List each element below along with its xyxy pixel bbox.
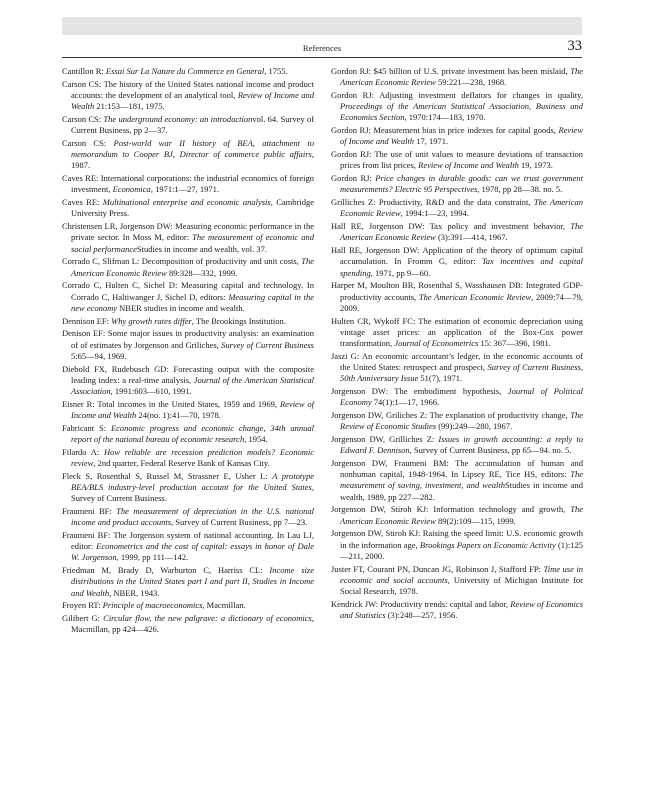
reference-text-segment: , 1954. (244, 434, 268, 445)
reference-text-segment: Gordon RJ: Measurement bias in price indexes for capital goods, (331, 125, 559, 136)
reference-entry (62, 256, 314, 278)
reference-text-segment: 15: 367—396, 1981. (478, 338, 551, 349)
reference-text-segment: (3):391—414, 1967. (435, 232, 508, 243)
reference-italic-segment: Survey of Current Business (221, 339, 314, 350)
reference-entry (62, 423, 314, 445)
reference-italic-segment: Proceedings of the American Statistical Association, Business and Economics Section (340, 101, 583, 123)
reference-italic-segment: Review of Income and Wealth (71, 398, 314, 421)
reference-text-segment: Jorgenson DW: The embodiment hypothesis, (331, 386, 508, 397)
reference-italic-segment: Principle of macroeconomics (102, 600, 203, 611)
reference-text-segment: 19, 1973. (518, 160, 553, 171)
reference-italic-segment: Journal of the American Statistical Association (71, 374, 314, 397)
reference-entry (62, 316, 314, 327)
reference-text-segment: Fraumeni BF: The Jorgenson system of national accounting. In Lau LJ, editor: (62, 530, 314, 552)
reference-text-segment: Froyen RT: (62, 600, 103, 611)
reference-text-segment: Fleck S, Rosenthal S, Russel M, Strassner E, Usher L: (62, 470, 273, 481)
reference-text-segment: , Macmillan, pp 424—426. (71, 613, 314, 635)
reference-italic-segment: Time use in economic and social accounts (340, 563, 583, 585)
reference-text-segment: Friedman M, Brady D, Warburton C, Harriss CL: (62, 565, 270, 576)
reference-text-segment: , 2009:74—79, 2009. (340, 291, 583, 313)
reference-italic-segment: Journal of Econometrics (394, 338, 479, 349)
reference-text-segment: Christensen LR, Jorgenson DW: Measuring economic performance in the private sector. In Moss M, editor: (62, 221, 314, 243)
reference-entry (331, 599, 583, 621)
reference-entry (331, 410, 583, 432)
reference-text-segment: , Survey of Current Business. (71, 482, 314, 504)
reference-entry (62, 66, 314, 77)
reference-text-segment: 21:153—181, 1975. (94, 101, 165, 112)
reference-text-segment: Kendrick JW: Productivity trends: capital and labor, (331, 598, 511, 609)
reference-italic-segment: Price changes in durable goods: can we trust government measurements? Electric 95 Perspectives (340, 173, 584, 195)
reference-italic-segment: The American Economic Review (340, 66, 583, 88)
reference-text-segment: Jaszi G: An economic accountant’s ledger, in the economic accounts of the United States: retrospect and prospect, (331, 350, 583, 373)
reference-entry (62, 197, 314, 219)
reference-italic-segment: Issues in growth accounting: a reply to Edward F. Dennison (340, 434, 583, 456)
reference-text-segment: , Cambridge University Press. (71, 197, 314, 219)
reference-text-segment: , 1987. (71, 149, 314, 171)
reference-entry (62, 447, 314, 469)
reference-text-segment: 17, 1971. (414, 136, 449, 147)
reference-text-segment: Gordon RJ: (331, 173, 376, 184)
reference-text-segment: Studies in income and wealth, 1989, pp 227—282. (340, 480, 584, 502)
reference-text-segment: (3):248—257, 1956. (385, 610, 458, 621)
reference-text-segment: Carson CS: (62, 114, 104, 124)
reference-text-segment: 5:65—94, 1969. (71, 350, 127, 361)
running-title: References (302, 43, 342, 53)
reference-text-segment: Hall RE, Jorgenson DW: Application of the theory of optimum capital accumulation. In Fromm G, editor: (331, 245, 583, 267)
reference-text-segment: , Survey of Current Business, pp 7—23. (171, 517, 308, 528)
reference-italic-segment: Survey of Current Business, 50th Anniversary Issue (340, 362, 583, 384)
running-head (62, 40, 582, 56)
reference-text-segment: , University of Michigan Institute for Social Research, 1978. (340, 574, 583, 597)
reference-text-segment: Gilibert G: (62, 613, 104, 624)
reference-entry (62, 221, 314, 255)
reference-entry (331, 125, 583, 147)
reference-text-segment: Juster FT, Courant PN, Duncan JG, Robinson J, Stafford FP: (331, 563, 544, 574)
reference-entry (331, 173, 583, 195)
reference-entry (331, 90, 583, 124)
reference-text-segment: , 1999, pp 111—142. (116, 552, 189, 563)
reference-italic-segment: Why growth rates differ (111, 315, 192, 326)
reference-entry (331, 564, 583, 598)
reference-italic-segment: Review of Income and Wealth (418, 160, 519, 171)
reference-entry (331, 504, 583, 526)
reference-entry (62, 280, 314, 314)
reference-text-segment: 89:328—332, 1999. (166, 267, 238, 278)
reference-text-segment: Corrado C, Hulten C, Sichel D: Measuring capital and technology. In Corrado C, Haltiwanger J, Sichel D, editors: (62, 280, 314, 302)
reference-entry (331, 316, 583, 350)
reference-text-segment: , 1994:1—23, 1994. (400, 208, 469, 219)
reference-text-segment: Filardo A: (62, 446, 104, 457)
reference-italic-segment: Economica (112, 184, 151, 195)
reference-text-segment: Hall RE, Jorgenson DW: Tax policy and investment behavior, (331, 221, 571, 232)
reference-italic-segment: A prototype BEA/BLS industry-level production account for the United States (71, 470, 314, 493)
reference-text-segment: Cantillon R: (62, 66, 106, 76)
reference-entry (62, 173, 314, 195)
reference-text-segment: Grilliches Z: Productivity, R&D and the data constraint, (331, 197, 534, 208)
reference-text-segment: , 1991:603—610, 1991. (110, 386, 192, 397)
reference-text-segment: , NBER, 1943. (109, 587, 160, 598)
reference-text-segment: , Survey of Current Business, pp 65—94. no. 5. (409, 445, 572, 456)
reference-italic-segment: Essai Sur La Nature du Commerce en General (105, 66, 265, 76)
reference-entry (331, 528, 583, 562)
reference-text-segment: Caves RE: International corporations: the industrial economics of foreign investment, (62, 173, 314, 195)
reference-text-segment: , 1971:1—27, 1971. (150, 184, 220, 195)
reference-text-segment: Eisner R: Total incomes in the United States, 1959 and 1969, (62, 398, 280, 409)
reference-text-segment: Hulten CR, Wykoff FC: The estimation of economic depreciation using vintage asset prices: an application of the Box-Cox power transformation, (331, 315, 583, 349)
reference-italic-segment: Income size distributions in the United States part I and part II, Studies in Income and Wealth (71, 565, 314, 598)
reference-text-segment: Gordon RJ: Adjusting investment deflators for changes in quality, (331, 90, 583, 100)
reference-entry (62, 114, 314, 136)
reference-entry (62, 565, 314, 599)
header-rule (62, 57, 582, 58)
reference-entry (331, 221, 583, 243)
reference-text-segment: Fabricant S: (62, 422, 111, 433)
reference-entry (331, 386, 583, 408)
references-left-column (62, 66, 314, 637)
page-number: 33 (567, 38, 582, 54)
reference-text-segment: Corrado C, Slifman L: Decomposition of productivity and unit costs, (62, 256, 302, 267)
reference-text-segment: Gordon RJ: $45 billion of U.S. private investment has been mislaid, (331, 66, 571, 76)
reference-text-segment: Dennison EF: (62, 315, 112, 326)
reference-entry (62, 328, 314, 362)
reference-text-segment: Denison EF: Some major issues in productivity analysis: an examination of of estimates by Jorgenson and Griliches, (62, 328, 314, 350)
reference-entry (331, 149, 583, 171)
reference-entry (62, 600, 314, 611)
reference-text-segment: Studies in income and wealth, vol. 37. (136, 243, 267, 254)
reference-text-segment: Jorgenson DW, Stiroh KJ: Information technology and growth, (331, 504, 571, 515)
reference-italic-segment: The underground economy: an introduction (103, 114, 253, 124)
reference-italic-segment: Economic progress and economic change, 34th annual report of the national bureau of economic research (71, 422, 314, 445)
reference-text-segment: Jorgenson DW, Fraumeni BM: The accumulation of human and nonhuman capital, 1948-1964. In Lipsey RE, Tice HS, editors: (331, 458, 583, 480)
reference-text-segment: Carson CS: (62, 138, 114, 148)
reference-text-segment: NBER studies in income and wealth. (117, 302, 245, 313)
reference-italic-segment: Journal of Political Economy (340, 386, 584, 408)
reference-text-segment: Jorgenson DW, Grilliches Z: (331, 434, 439, 445)
reference-entry (331, 245, 583, 279)
reference-text-segment: , 1755. (264, 66, 288, 76)
reference-text-segment: 89(2):109—115, 1999. (435, 515, 516, 526)
reference-entry (331, 197, 583, 219)
reference-text-segment: Caves RE: (62, 197, 103, 208)
reference-italic-segment: Circular flow, the new palgrave: a dictionary of economics (103, 613, 312, 624)
reference-text-segment: Carson CS: The history of the United States national income and product accounts: the development of an analytical tool, (62, 78, 314, 100)
reference-entry (62, 471, 314, 505)
references-right-column (331, 66, 583, 623)
reference-italic-segment: The American Economic Review (418, 291, 532, 302)
reference-italic-segment: How reliable are recession prediction models? Economic review (71, 446, 314, 469)
reference-italic-segment: Review of Income and Wealth (71, 90, 315, 112)
reference-text-segment: , 2nd quarter, Federal Reserve Bank of Kansas City. (93, 458, 270, 469)
reference-entry (62, 506, 314, 528)
reference-text-segment: (1):125—211, 2000. (340, 539, 584, 561)
reference-text-segment: , 1978, pp 28—38. no. 5. (477, 184, 563, 195)
reference-text-segment: 59:221—238, 1968. (435, 77, 507, 88)
reference-italic-segment: The American Economic Review (340, 197, 583, 219)
reference-text-segment: Jorgenson DW, Griliches Z: The explanation of productivity change, (331, 410, 571, 421)
reference-italic-segment: Brookings Papers on Economic Activity (419, 539, 556, 550)
reference-entry (62, 138, 314, 172)
reference-text-segment: , Macmillan. (202, 600, 246, 611)
reference-text-segment: Fraumeni BF: (62, 506, 117, 517)
reference-italic-segment: The American Economic Review (340, 504, 583, 526)
reference-text-segment: 74(1):1—17, 1966. (371, 397, 440, 408)
reference-italic-segment: Measuring capital in the new economy (71, 291, 314, 313)
header-shade-bar (62, 17, 582, 35)
reference-text-segment: 51(7), 1971. (418, 373, 463, 384)
reference-text-segment: 24(no. 1):41—70, 1978. (136, 410, 221, 421)
reference-italic-segment: Post-world war II history of BEA, attachment to memorandum to Cooper BJ, Director of commerce public affairs (71, 138, 314, 160)
reference-text-segment: , 1970:174—183, 1970. (404, 112, 486, 123)
reference-italic-segment: The measurement of economic and social performance (71, 232, 314, 254)
reference-entry (331, 66, 583, 88)
reference-italic-segment: Multinational enterprise and economic analysis (102, 197, 271, 208)
reference-italic-segment: The Review of Economic Studies (340, 410, 583, 432)
reference-entry (331, 351, 583, 385)
reference-text-segment: Diebold FX, Rudebusch GD: Forecasting output with the composite leading index: a real-time analysis, (62, 363, 314, 385)
reference-entry (62, 530, 314, 564)
reference-text-segment: Harper M, Moulton BR, Rosenthal S, Wasshausen DB: Integrated GDP-productivity accounts, (331, 280, 583, 302)
reference-entry (62, 79, 314, 113)
reference-italic-segment: The American Economic Review (340, 221, 583, 243)
reference-text-segment: , 1971, pp 9—60. (370, 267, 431, 278)
reference-text-segment: , The Brookings Institution. (191, 315, 286, 326)
reference-text-segment: (99):249—280, 1967. (436, 421, 513, 432)
reference-entry (62, 399, 314, 421)
reference-entry (331, 458, 583, 503)
reference-entry (331, 280, 583, 314)
reference-italic-segment: The measurement of saving, investment, and wealth (340, 469, 583, 491)
reference-text-segment: Jorgenson DW, Stiroh KJ: Raising the speed limit: U.S. economic growth in the information age, (331, 528, 583, 550)
reference-text-segment: vol. 64. Survey of Current Business, pp 2—37. (71, 114, 314, 136)
reference-entry (331, 434, 583, 456)
reference-italic-segment: The American Economic Review (71, 256, 314, 278)
reference-italic-segment: Econometrics and the cost of capital: essays in honor of Dale W. Jorgenson (71, 541, 314, 563)
reference-entry (62, 364, 314, 398)
reference-text-segment: Gordon RJ: The use of unit values to measure deviations of transaction prices from list prices, (331, 149, 583, 171)
reference-italic-segment: Tax incentives and capital spending (340, 256, 583, 278)
reference-entry (62, 613, 314, 635)
reference-italic-segment: Review of Income and Wealth (340, 125, 583, 147)
reference-italic-segment: Review of Economics and Statistics (340, 598, 583, 621)
reference-italic-segment: The measurement of depreciation in the U.S. national income and product accounts (71, 506, 314, 528)
